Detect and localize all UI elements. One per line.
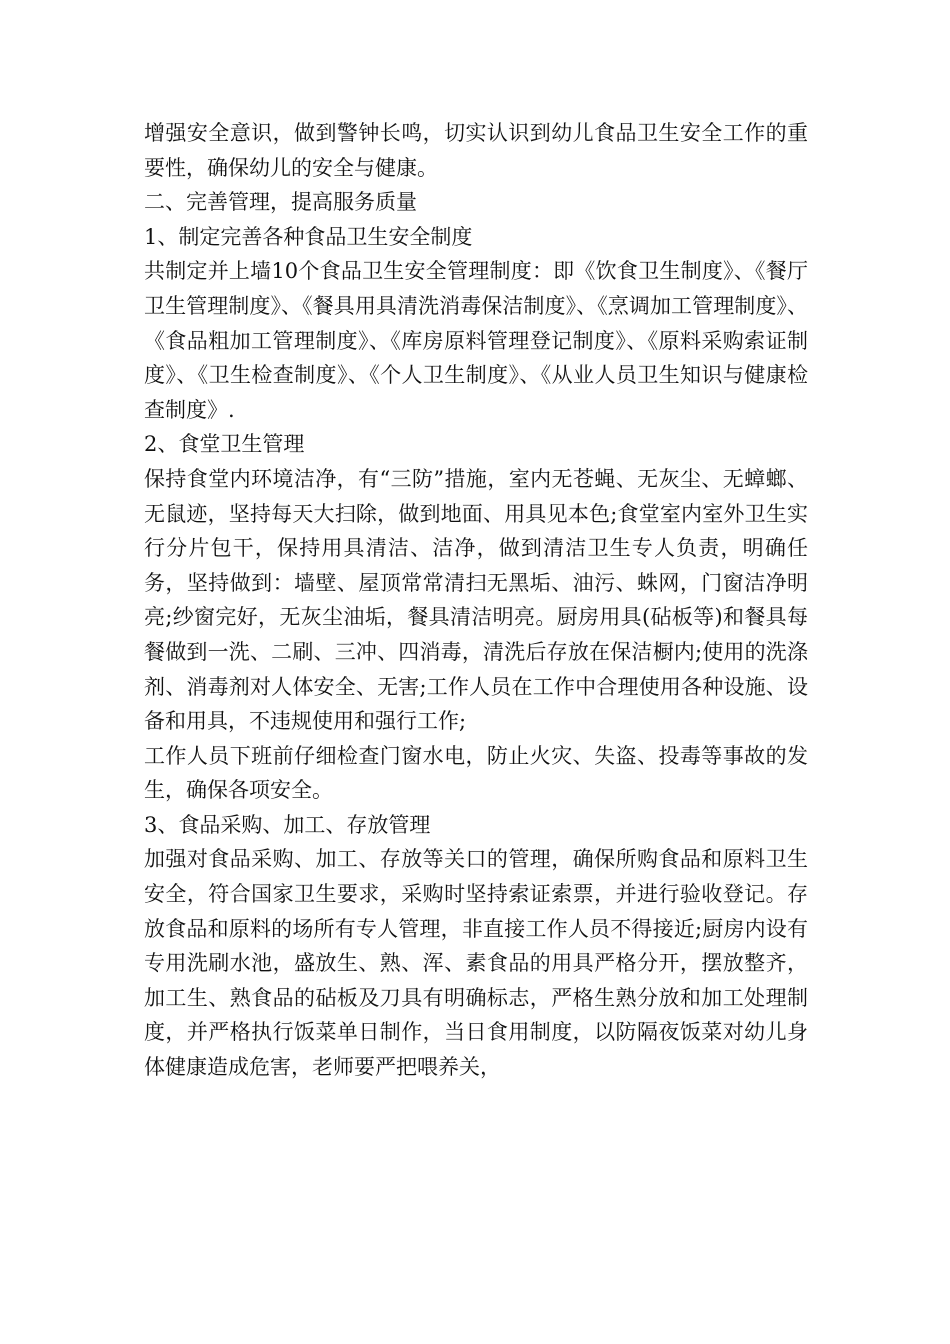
paragraph-canteen-hygiene: 保持食堂内环境洁净，有“三防”措施，室内无苍蝇、无灰尘、无蟑螂、无鼠迹，坚持每天大扫除，做到地面、用具见本色;食堂室内室外卫生实行分片包干，保持用具清洁、洁净，做到清洁卫生专人负责，明确任务，坚持做到：墙壁、屋顶常常清扫无黑垢、油污、蛛网，门窗洁净明亮;纱窗完好，无灰尘油垢，餐具清洁明亮。厨房用具(砧板等)和餐具每餐做到一洗、二刷、三冲、四消毒，清洗后存放在保洁橱内;使用的洗涤剂、消毒剂对人体安全、无害;工作人员在工作中合理使用各种设施、设备和用具，不违规使用和强行工作; (144, 466, 808, 734)
heading-item-two: 2、食堂卫生管理 (144, 432, 305, 457)
paragraph-regulations: 共制定并上墙10个食品卫生安全管理制度：即《饮食卫生制度》、《餐厅卫生管理制度》、《餐具用具清洗消毒保洁制度》、《烹调加工管理制度》、《食品粗加工管理制度》、《库房原料管理登记制度》、《原料采购索证制度》、《卫生检查制度》、《个人卫生制度》、《从业人员卫生知识与健康检查制度》. (144, 259, 808, 422)
paragraph-safety-awareness: 增强安全意识，做到警钟长鸣，切实认识到幼儿食品卫生安全工作的重要性，确保幼儿的安全与健康。 (144, 121, 808, 180)
heading-section-two: 二、完善管理，提高服务质量 (144, 190, 417, 215)
paragraph-food-procurement: 加强对食品采购、加工、存放等关口的管理，确保所购食品和原料卫生安全，符合国家卫生要求，采购时坚持索证索票，并进行验收登记。存放食品和原料的场所有专人管理，非直接工作人员不得接近;厨房内设有专用洗刷水池，盛放生、熟、浑、素食品的用具严格分开，摆放整齐，加工生、熟食品的砧板及刀具有明确标志，严格生熟分放和加工处理制度，并严格执行饭菜单日制作，当日食用制度，以防隔夜饭菜对幼儿身体健康造成危害，老师要严把喂养关， (144, 847, 808, 1080)
heading-item-three: 3、食品采购、加工、存放管理 (144, 812, 431, 837)
heading-item-one: 1、制定完善各种食品卫生安全制度 (144, 224, 473, 249)
document-body (144, 116, 808, 1085)
paragraph-closing-check: 工作人员下班前仔细检查门窗水电，防止火灾、失盗、投毒等事故的发生，确保各项安全。 (144, 743, 808, 803)
